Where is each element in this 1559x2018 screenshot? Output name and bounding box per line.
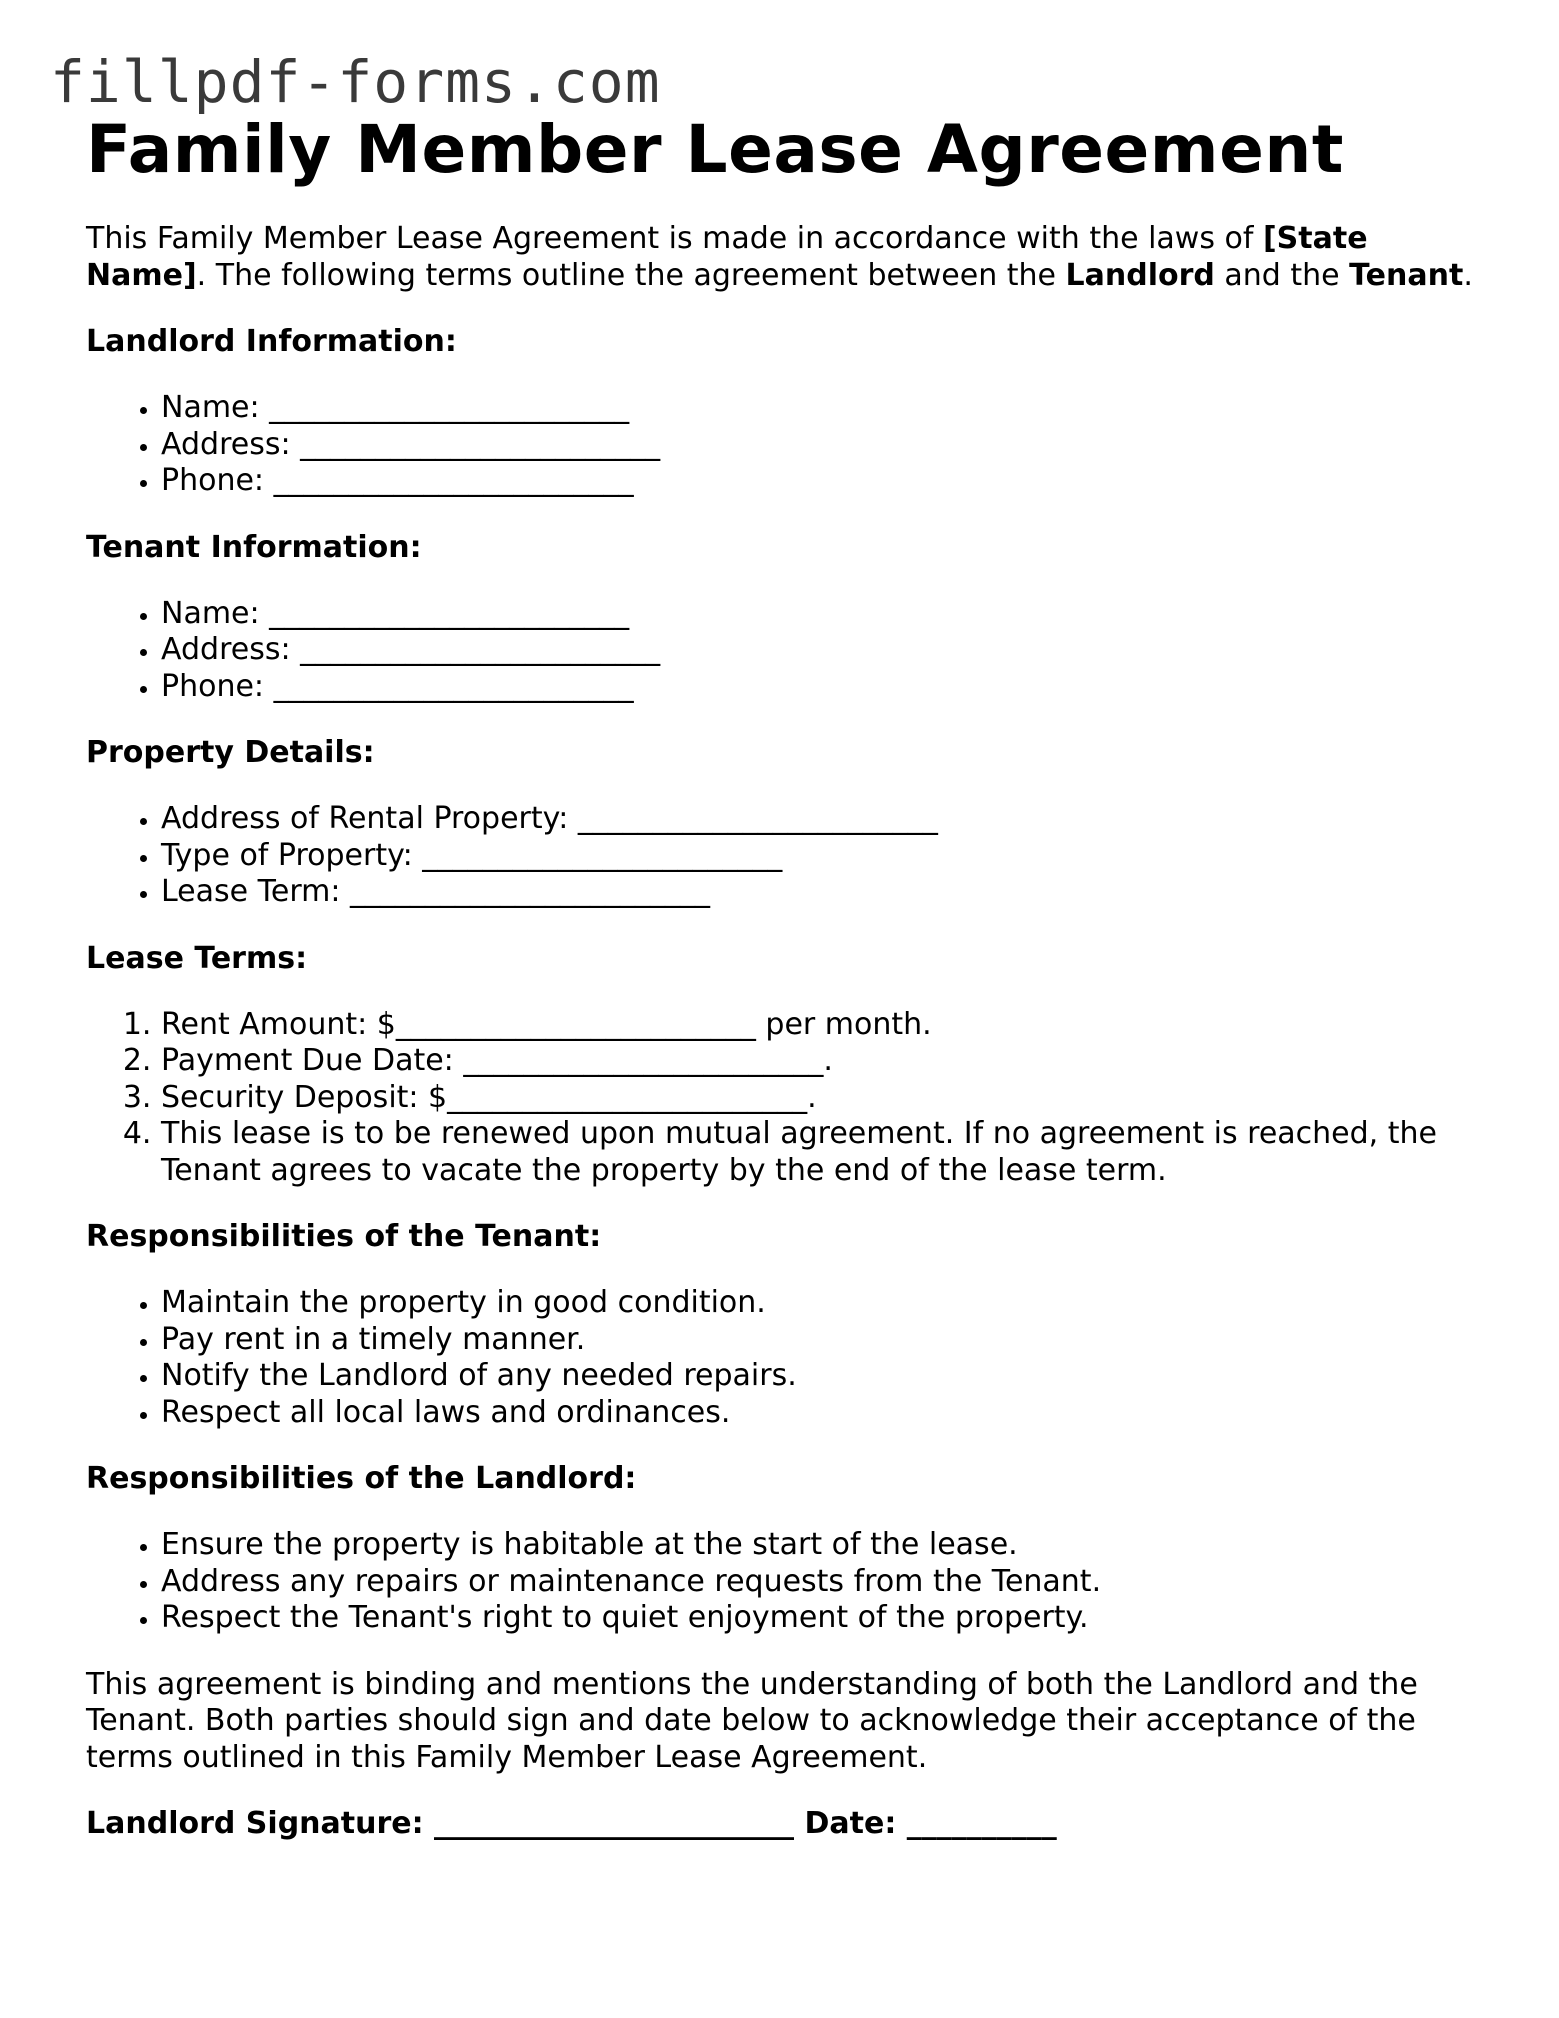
intro-landlord: Landlord: [1065, 257, 1215, 293]
landlord-phone-field: • Phone: ________________________: [161, 463, 1486, 500]
list-item: • Respect all local laws and ordinances.: [161, 1395, 1486, 1432]
renewal-term: 4. This lease is to be renewed upon mutual agreement. If no agreement is reached, the Tenant agrees to vacate the property by the end of the lease term.: [161, 1116, 1486, 1189]
landlord-name-field: • Name: ________________________: [161, 390, 1486, 427]
tenant-info-list: [86, 596, 1486, 706]
intro-text-4: .: [1463, 257, 1473, 293]
list-item: • Respect the Tenant's right to quiet enjoyment of the property.: [161, 1600, 1486, 1637]
document-title: Family Member Lease Agreement: [86, 111, 1344, 188]
list-item: • Maintain the property in good condition.: [161, 1285, 1486, 1322]
list-item: • Address any repairs or maintenance requests from the Tenant.: [161, 1564, 1486, 1601]
lease-term-field: • Lease Term: ________________________: [161, 874, 1486, 911]
site-watermark: fillpdf-forms.com: [50, 48, 661, 116]
property-details-list: [86, 801, 1486, 911]
landlord-info-list: [86, 390, 1486, 500]
tenant-info-heading: Tenant Information:: [86, 529, 422, 565]
intro-text-3: and the: [1214, 257, 1350, 293]
list-item: • Notify the Landlord of any needed repairs.: [161, 1358, 1486, 1395]
closing-paragraph: This agreement is binding and mentions the understanding of both the Landlord and the Tenant. Both parties should sign and date below to acknowledge their acceptance of the terms outlined in this Family Member Lease Agreement.: [86, 1666, 1418, 1775]
lease-terms-list: [86, 1007, 1486, 1190]
landlord-signature-line: Landlord Signature: ________________________ Date: __________: [86, 1806, 1057, 1841]
lease-terms-heading: Lease Terms:: [86, 940, 308, 976]
property-address-field: • Address of Rental Property: ________________________: [161, 801, 1486, 838]
intro-paragraph: [86, 221, 1486, 294]
landlord-responsibilities-list: [86, 1527, 1486, 1637]
tenant-responsibilities-heading: Responsibilities of the Tenant:: [86, 1219, 602, 1254]
payment-due-date-field: 2. Payment Due Date: ________________________.: [161, 1043, 1486, 1080]
intro-tenant: Tenant: [1349, 257, 1464, 293]
landlord-responsibilities-heading: Responsibilities of the Landlord:: [86, 1461, 637, 1496]
intro-text-1: This Family Member Lease Agreement is made in accordance with the laws of: [86, 221, 1263, 256]
tenant-address-field: • Address: ________________________: [161, 632, 1486, 669]
intro-state-name: [State Name]: [86, 221, 1368, 293]
property-details-heading: Property Details:: [86, 735, 375, 770]
list-item: • Pay rent in a timely manner.: [161, 1322, 1486, 1359]
security-deposit-field: 3. Security Deposit: $________________________.: [161, 1080, 1486, 1117]
rent-amount-field: 1. Rent Amount: $________________________ per month.: [161, 1007, 1486, 1044]
property-type-field: • Type of Property: ________________________: [161, 838, 1486, 875]
tenant-name-field: • Name: ________________________: [161, 596, 1486, 633]
landlord-address-field: • Address: ________________________: [161, 427, 1486, 464]
landlord-info-heading: Landlord Information:: [86, 324, 457, 359]
document-page: [86, 110, 1486, 1843]
intro-text-2: . The following terms outline the agreement between the: [196, 257, 1066, 293]
tenant-phone-field: • Phone: ________________________: [161, 669, 1486, 706]
list-item: • Ensure the property is habitable at the start of the lease.: [161, 1527, 1486, 1564]
tenant-responsibilities-list: [86, 1285, 1486, 1431]
